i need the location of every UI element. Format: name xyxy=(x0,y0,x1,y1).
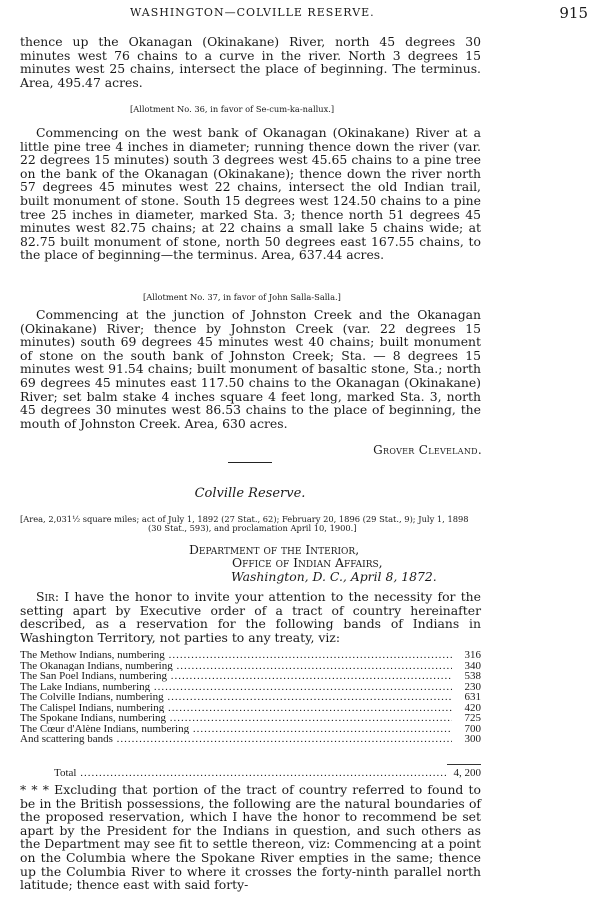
bands-table xyxy=(20,650,481,745)
running-title: WASHINGTON—COLVILLE RESERVE. xyxy=(130,6,375,19)
signature: Grover Cleveland. xyxy=(373,443,482,457)
paragraph-boundaries: * * * Excluding that portion of the tract of country referred to found to be in the British possessions, the following are the natural boundaries of the proposed reservation, which I have the honor to recommend be set apart by the President for the Indians in question, and such others as the Department may see fit to settle thereon, viz: Commencing at a point on the Columbia where the Spokane River empties in the same; thence up the Columbia River to where it crosses the forty-ninth parallel north latitude; thence east with said forty- xyxy=(20,782,481,893)
table-row: The Cœur d'Alène Indians, numbering ..... 700 xyxy=(20,724,481,735)
paragraph-allotment-37: Commencing at the junction of Johnston Creek and the Okanagan (Okinakane) River; thence by Johnston Creek (var. 22 degrees 15 minutes) south 69 degrees 45 minutes west 40 chains; built monument of stone on the south bank of Johnston Creek; Sta. — 8 degrees 15 minutes west 91.54 chains; built monument of basaltic stone, Sta.; north 69 degrees 45 minutes east 117.50 chains to the Okanagan (Okinakane) River; set balm stake 4 inches square 4 feet long, marked Sta. 3, north 45 degrees 30 minutes west 86.53 chains to the place of beginning, the mouth of Johnston Creek. Area, 630 acres. xyxy=(20,307,481,431)
letter-intro xyxy=(20,590,481,644)
table-row: The San Poel Indians, numbering ..... 538 xyxy=(20,671,481,682)
allotment-37-heading: [Allotment No. 37, in favor of John Salla-Salla.] xyxy=(143,292,341,302)
area-note-line-1: [Area, 2,031½ square miles; act of July 1, 1892 (27 Stat., 62); February 20, 1896 (29 Stat., 9); July 1, 1898 xyxy=(20,514,469,524)
table-row: The Calispel Indians, numbering ..... 420 xyxy=(20,703,481,714)
sum-rule xyxy=(447,764,481,765)
total-label: Total ..... xyxy=(54,767,446,779)
table-row: The Colville Indians, numbering ..... 631 xyxy=(20,692,481,703)
table-row: The Okanagan Indians, numbering ..... 340 xyxy=(20,661,481,672)
letterhead-department: Department of the Interior, xyxy=(189,542,360,557)
table-row: And scattering bands ..... 300 xyxy=(20,734,481,745)
page-number: 915 xyxy=(559,4,588,22)
paragraph-continuation: thence up the Okanagan (Okinakane) River, north 45 degrees 30 minutes west 76 chains to a curve in the river. North 3 degrees 15 minutes west 25 chains, intersect the place of beginning. The terminus. Area, 495.47 acres. xyxy=(20,34,481,90)
section-title: Colville Reserve. xyxy=(194,486,306,501)
table-row: The Methow Indians, numbering ..... 316 xyxy=(20,650,481,661)
running-header xyxy=(20,4,588,22)
letter-intro-text: I have the honor to invite your attention to the necessity for the setting apart by Executive order of a tract of country hereinafter described, as a reservation for the following bands of Indians in Washington Territory, not parties to any treaty, viz: xyxy=(20,589,481,645)
table-total-row xyxy=(20,767,481,779)
table-row: The Spokane Indians, numbering ..... 725 xyxy=(20,713,481,724)
allotment-36-heading: [Allotment No. 36, in favor of Se-cum-ka-nallux.] xyxy=(130,104,335,114)
section-divider xyxy=(228,462,272,463)
area-note-line-2: (30 Stat., 593), and proclamation April 10, 1900.] xyxy=(148,523,357,533)
total-count: 4, 200 xyxy=(453,767,481,779)
paragraph-allotment-36: Commencing on the west bank of Okanagan (Okinakane) River at a little pine tree 4 inches in diameter; running thence down the river (var. 22 degrees 15 minutes) south 3 degrees west 45.65 chains to a pine tree on the bank of the Okanagan (Okinakane); thence down the river north 57 degrees 45 minutes west 22 chains, intersect the old Indian trail, built monument of stone. South 15 degrees west 124.50 chains to a pine tree 25 inches in diameter, marked Sta. 3; thence north 51 degrees 45 minutes west 82.75 chains; at 22 chains a small lake 5 chains wide; at 82.75 built monument of stone, north 50 degrees east 167.55 chains, to the place of beginning—the terminus. Area, 637.44 acres. xyxy=(20,125,481,263)
letterhead-office: Office of Indian Affairs, xyxy=(232,555,383,570)
salutation: Sir: xyxy=(36,589,59,604)
table-row: The Lake Indians, numbering ..... 230 xyxy=(20,682,481,693)
letterhead-place-date: Washington, D. C., April 8, 1872. xyxy=(231,569,437,584)
